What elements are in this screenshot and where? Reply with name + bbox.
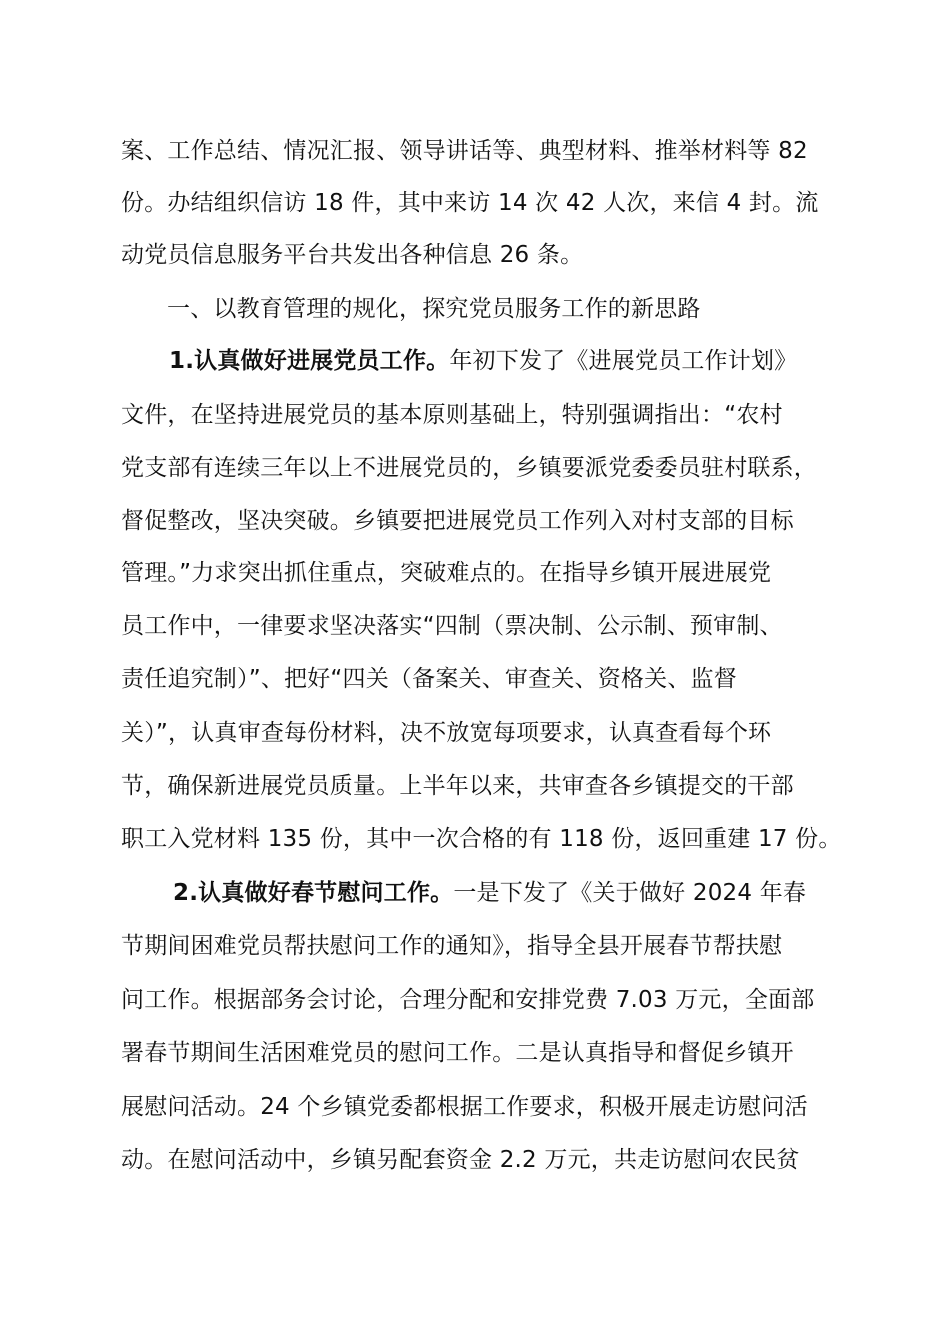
text-line: 问工作。根据部务会讨论，合理分配和安排党费 7.03 万元，全面部 xyxy=(121,987,815,1013)
text-line: 员工作中，一律要求坚决落实“四制（票决制、公示制、预审制、 xyxy=(121,613,783,639)
text-line: 节期间困难党员帮扶慰问工作的通知》，指导全县开展春节帮扶慰 xyxy=(121,933,783,959)
text-line: 动党员信息服务平台共发出各种信息 26 条。 xyxy=(121,242,584,268)
text-line: 管理。”力求突出抓住重点，突破难点的。在指导乡镇开展进展党 xyxy=(121,560,772,586)
text-line: 职工入党材料 135 份，其中一次合格的有 118 份，返回重建 17 份。 xyxy=(121,826,842,852)
section-heading: 一、以教育管理的规化，探究党员服务工作的新思路 xyxy=(167,296,701,322)
text-line: 关）”，认真审查每份材料，决不放宽每项要求，认真查看每个环 xyxy=(121,720,772,746)
paragraph-heading: 1.认真做好进展党员工作。 xyxy=(169,348,450,374)
text-line: 份。办结组织信访 18 件，其中来访 14 次 42 人次，来信 4 封。流 xyxy=(121,190,819,216)
text-line: 节，确保新进展党员质量。上半年以来，共审查各乡镇提交的干部 xyxy=(121,773,794,799)
paragraph-text: 年初下发了《进展党员工作计划》 xyxy=(449,348,798,374)
text-line: 案、工作总结、情况汇报、领导讲话等、典型材料、推举材料等 82 xyxy=(121,138,808,164)
text-line: 责任追究制）”、把好“四关（备案关、审查关、资格关、监督 xyxy=(121,666,737,692)
paragraph-heading: 2.认真做好春节慰问工作。 xyxy=(173,880,454,906)
paragraph-first-line xyxy=(169,346,797,376)
text-line: 文件，在坚持进展党员的基本原则基础上，特别强调指出：“农村 xyxy=(121,402,783,428)
paragraph-first-line xyxy=(173,878,806,908)
text-line: 署春节期间生活困难党员的慰问工作。二是认真指导和督促乡镇开 xyxy=(121,1040,794,1066)
text-line: 督促整改，坚决突破。乡镇要把进展党员工作列入对村支部的目标 xyxy=(121,508,794,534)
text-line: 动。在慰问活动中，乡镇另配套资金 2.2 万元，共走访慰问农民贫 xyxy=(121,1147,800,1173)
text-line: 党支部有连续三年以上不进展党员的，乡镇要派党委委员驻村联系， xyxy=(121,455,817,481)
text-line: 展慰问活动。24 个乡镇党委都根据工作要求，积极开展走访慰问活 xyxy=(121,1094,808,1120)
paragraph-text: 一是下发了《关于做好 2024 年春 xyxy=(453,880,807,906)
